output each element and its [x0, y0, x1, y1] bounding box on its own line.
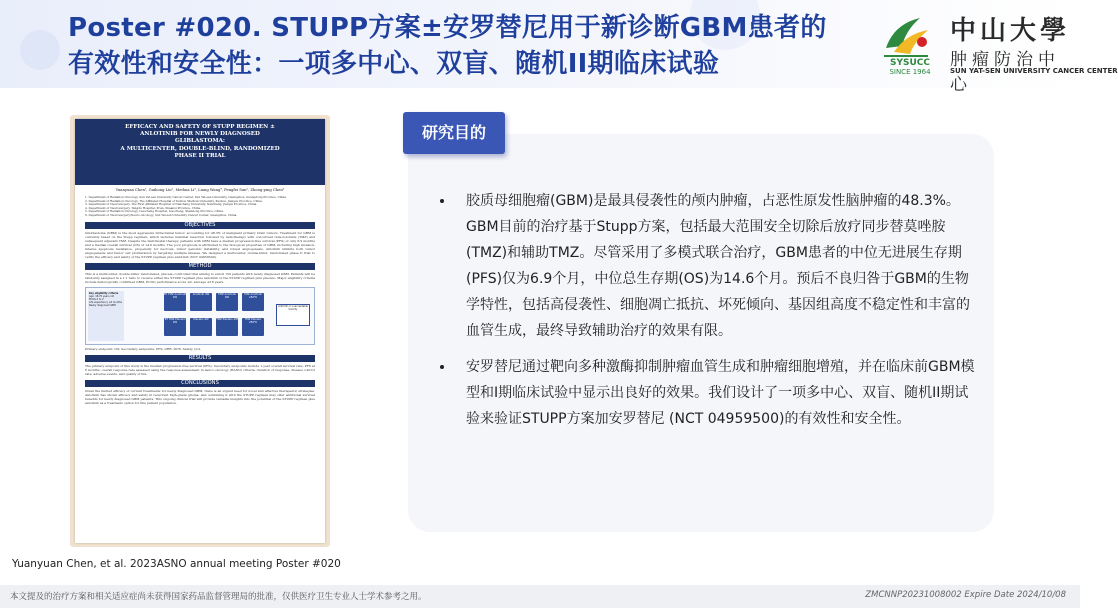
poster-affiliation: 1. Department of Radiation Oncology, Sun Yat-sen University Cancer Center, Sun Yat-sen University, Guangzhou, Guangdong Province, China.	[85, 195, 287, 199]
poster-objectives-text: Glioblastoma (GBM) is the most aggressive intracranial tumor, accounting for 48.3% of malignant primary brain tumors. Treatment for GBM is currently based on the Stupp regimen, which includes maximal resection followed by radiotherapy with concurrent temozolomide (TMZ) and subsequent adjuvant TMZ. Despite the multimodal therapy, patients with GBM have a median progression-free survival (PFS) of only 6.9 months and a median overall survival (OS) of 14.6 months. The poor prognosis is attributed to the biological properties of GBM, including high invasion, intense apoptosis resistance, propensity for necrosis, tumor genomic instability, and robust angiogenesis. Anlotinib inhibits both tumor angiogenesis and tumor cell proliferation by targeting multiple kinases. We designed a multicenter, double-blind, randomized phase II trial to verify the efficacy and safety of the STUPP regimen plus anlotinib (NCT 04959500).	[85, 230, 315, 259]
poster-conclusions-text: Given the limited efficacy of current treatments for newly diagnosed GBM, there is an urgent need for novel and effective therapeutic strategies. Anlotinib has shown efficacy and safety in recurrent high-grade glioma, and combining it with the STUPP regimen may offer additional survival benefits for newly diagnosed GBM patients. This ongoing clinical trial will provide valuable insights into the potential of the STUPP regimen plus anlotinib as a treatment option for this patient population.	[85, 388, 315, 405]
arm-box: Placebo 4W	[190, 318, 212, 336]
poster-section-results: RESULTS	[85, 355, 315, 362]
poster-section-conclusions: CONCLUSIONS	[85, 380, 315, 387]
bullet-text: 安罗替尼通过靶向多种激酶抑制肿瘤血管生成和肿瘤细胞增殖，并在临床前GBM模型和I期临床试验中显示出良好的效果。我们设计了一项多中心、双盲、随机II期试验来验证STUPP方案加安罗替尼 (NCT 04959500)的有效性和安全性。	[466, 359, 975, 427]
logo-cn-sub: 肿瘤防治中心	[950, 50, 1060, 95]
poster-study-diagram	[85, 287, 315, 345]
poster-title-line: A MULTICENTER, DOUBLE-BLIND, RANDOMIZED	[120, 145, 280, 152]
poster-title	[75, 119, 325, 185]
title-line-2: 有效性和安全性：一项多中心、双盲、随机II期临床试验	[68, 49, 720, 79]
page-title	[68, 10, 848, 82]
arm-box: RT TMZ Anlotinib 4W	[164, 293, 186, 311]
poster-affiliation: 2. Department of Radiation Oncology, The Affiliated Hospital of Xuzhou Medical University, Xuzhou, Jiangsu Province, China.	[85, 198, 263, 203]
eligibility-item: Newly diagnosed GBM	[89, 304, 116, 308]
bullet-text: 胶质母细胞瘤(GBM)是最具侵袭性的颅内肿瘤，占恶性原发性脑肿瘤的48.3%。GBM目前的治疗基于Stupp方案，包括最大范围安全切除后放疗同步替莫唑胺(TMZ)和辅助TMZ。尽管采用了多模式联合治疗，GBM患者的中位无进展生存期(PFS)仅为6.9个月，中位总生存期(OS)为14.6个月。预后不良归咎于GBM的生物学特性，包括高侵袭性、细胞凋亡抵抗、坏死倾向、基因组高度不稳定性和丰富的血管生成，最终导致辅助治疗的效果有限。	[466, 193, 970, 339]
section-tab	[403, 112, 505, 154]
sysucc-emblem-icon	[880, 12, 932, 62]
poster-endpoints: Primary endpoint: OS; Secondary endpoints: PFS, ORR, DCR, Safety, QoL	[85, 346, 201, 351]
arm-box: TMZ Placebo 4W	[216, 318, 238, 336]
arm-box: RT TMZ Placebo 4W	[164, 318, 186, 336]
footer-disclaimer: 本文提及的治疗方案和相关适应症尚未获得国家药品监督管理局的批准，仅供医疗卫生专业人士学术参考之用。	[10, 592, 427, 602]
bullet-dot-icon	[440, 365, 444, 369]
eligibility-item: Age: 18-70 years old	[89, 294, 114, 298]
bullet-item	[438, 188, 976, 344]
poster-title-line: EFFICACY AND SAFETY OF STUPP REGIMEN ±	[125, 124, 275, 130]
poster-affiliation: 5. Department of Radiation Oncology, Liaocheng Hospital, Liaocheng, Shandong Province, China.	[85, 209, 224, 214]
footer-code: ZMCNNP20231008002 Expire Date 2024/10/08	[865, 590, 1066, 600]
objective-bullets	[438, 188, 976, 432]
logo-abbr: SYSUCC	[890, 58, 930, 68]
poster-title-line: ANLOTINIB FOR NEWLY DIAGNOSED	[140, 131, 260, 138]
poster-affiliation: 4. Department of Neurosurgery, Tangdu Hospital, Xi'an, Shaanxi Province, China.	[85, 205, 201, 210]
title-line-1: Poster #020. STUPP方案±安罗替尼用于新诊断GBM患者的	[68, 13, 827, 43]
poster-title-line: PHASE II TRIAL	[174, 152, 226, 159]
poster-results-text: The primary endpoint of this study is the median progression-free survival (PFS). Secondary endpoints include 1-year overall survival rate, PFS at 6 months, overall response rate assessed using the response assessment in neuro-oncology (RANO) criteria, duration of response, disease control rate, adverse events, and quality of life.	[85, 363, 315, 376]
poster-section-objectives: OBJECTIVES	[85, 222, 315, 229]
poster-affiliation: 6. Department of Neurosurgery/Neuro-oncology, Sun Yat-sen University Cancer Center, Guangzhou, China.	[85, 212, 238, 217]
logo-since: SINCE 1964	[889, 68, 931, 76]
endpoint-box: Until PD or unacceptable toxicity	[276, 304, 310, 326]
sysucc-logo	[880, 10, 1118, 95]
poster-method-text: This is a multicenter, double-blind, randomized, placebo-controlled trial aiming to enroll 150 patients with newly diagnosed GBM. Patients will be randomly assigned in a 1:1 ratio to receive either the STUPP regimen plus anlotinib or the STUPP regimen plus placebo. Major eligibility criteria include histologically confirmed GBM, ECOG performance score ≤2, and age ≥18 years.	[85, 271, 315, 284]
eligibility-item: ECOG 0 to 2	[89, 297, 104, 301]
citation: Yuanyuan Chen, et al. 2023ASNO annual meeting Poster #020	[12, 558, 341, 570]
eligibility-item: Life expectancy ≥3 months	[89, 301, 122, 305]
poster-thumbnail	[75, 119, 325, 543]
logo-en-name: SUN YAT-SEN UNIVERSITY CANCER CENTER	[950, 67, 1118, 75]
poster-affiliation: 3. Department of Neurosurgery, The First Affiliated Hospital of Nanchang University, Nanchang, Jiangxi Province, China.	[85, 202, 258, 207]
arm-box: TMZ Placebo 28d*6	[242, 318, 264, 336]
decor-circle	[20, 30, 60, 70]
poster-eligibility-box	[88, 291, 124, 341]
poster-title-line: GLIBLASTOMA:	[175, 138, 225, 145]
arm-box: TMZ Anlotinib 4W	[216, 293, 238, 311]
arm-box: TMZ Anlotinib 28d*6	[242, 293, 264, 311]
bullet-item	[438, 354, 976, 432]
poster-section-method: METHOD	[85, 263, 315, 270]
arm-box: Anlotinib 4W	[190, 293, 212, 311]
section-tab-label: 研究目的	[403, 112, 505, 154]
logo-cn-name: 中山大學	[950, 16, 1071, 46]
poster-authors: Yuanyuan Chen¹, Guihong Liu², Meihua Li³, Liang Wang⁴, Pengfei Sun⁵, Zhong-ping Chen⁶	[115, 188, 285, 192]
eligibility-title: Key eligibility criteria	[89, 291, 119, 295]
bullet-dot-icon	[440, 199, 444, 203]
